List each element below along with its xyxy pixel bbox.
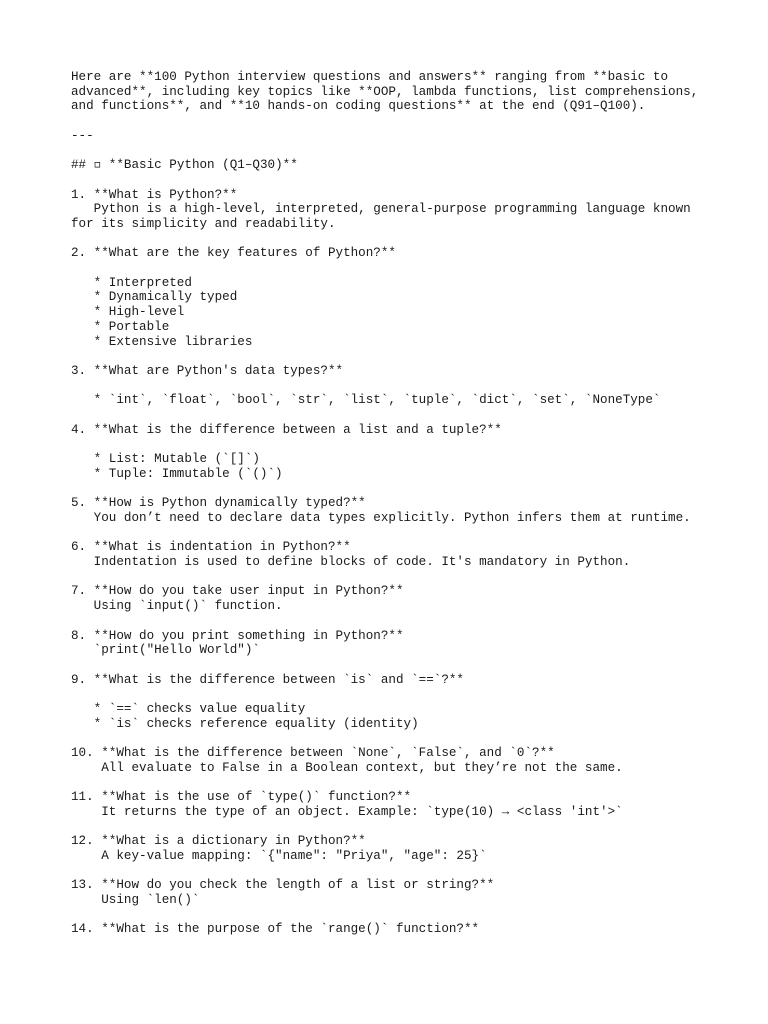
q10-answer: All evaluate to False in a Boolean context, but they’re not the same. (71, 760, 623, 775)
q5-answer: You don’t need to declare data types explicitly. Python infers them at runtime. (71, 510, 691, 525)
document-body (71, 70, 711, 937)
intro-line-1: Here are **100 Python interview questions and answers** ranging from **basic to (71, 70, 669, 84)
q9-bullet-1: * `==` checks value equality (71, 702, 306, 716)
q1-question: 1. **What is Python?** (71, 187, 238, 202)
q7-answer: Using `input()` function. (71, 599, 283, 614)
q2-bullet-2: * Dynamically typed (71, 290, 238, 305)
q3-question: 3. **What are Python's data types?** (71, 363, 344, 378)
section-heading: ## ◽ **Basic Python (Q1–Q30)** (71, 158, 298, 173)
separator: --- (71, 128, 94, 143)
q13-question: 13. **How do you check the length of a list or string?** (71, 878, 495, 893)
q8-answer: `print("Hello World")` (71, 643, 260, 658)
q13-answer: Using `len()` (71, 893, 200, 908)
q8-question: 8. **How do you print something in Python?** (71, 628, 404, 643)
q11-question: 11. **What is the use of `type()` function?** (71, 790, 412, 805)
q1-answer-line-2: for its simplicity and readability. (71, 216, 336, 231)
q11-answer: It returns the type of an object. Example: `type(10) → <class 'int'>` (71, 804, 623, 819)
q4-question: 4. **What is the difference between a list and a tuple?** (71, 422, 502, 437)
intro-line-2: advanced**, including key topics like **OOP, lambda functions, list comprehensions, (71, 84, 699, 99)
q12-answer: A key-value mapping: `{"name": "Priya", "age": 25}` (71, 848, 487, 863)
q2-bullet-5: * Extensive libraries (71, 334, 253, 349)
q10-question: 10. **What is the difference between `None`, `False`, and `0`?** (71, 746, 555, 761)
q5-question: 5. **How is Python dynamically typed?** (71, 496, 366, 511)
q2-bullet-1: * Interpreted (71, 275, 192, 290)
q9-bullet-2: * `is` checks reference equality (identity) (71, 716, 419, 731)
q7-question: 7. **How do you take user input in Python?** (71, 584, 404, 599)
q2-question: 2. **What are the key features of Python?** (71, 246, 396, 261)
q12-question: 12. **What is a dictionary in Python?** (71, 834, 366, 849)
q6-answer: Indentation is used to define blocks of code. It's mandatory in Python. (71, 555, 631, 570)
q2-bullet-4: * Portable (71, 319, 170, 334)
intro-line-3: and functions**, and **10 hands-on coding questions** at the end (Q91–Q100). (71, 99, 646, 114)
q4-bullet-2: * Tuple: Immutable (`()`) (71, 466, 283, 481)
q14-question: 14. **What is the purpose of the `range()` function?** (71, 922, 480, 937)
q2-bullet-3: * High-level (71, 305, 185, 320)
q1-answer-line-1: Python is a high-level, interpreted, general-purpose programming language known (71, 202, 691, 217)
q6-question: 6. **What is indentation in Python?** (71, 540, 351, 555)
q9-question: 9. **What is the difference between `is` and `==`?** (71, 672, 464, 687)
q4-bullet-1: * List: Mutable (`[]`) (71, 452, 260, 467)
q3-bullet-1: * `int`, `float`, `bool`, `str`, `list`, `tuple`, `dict`, `set`, `NoneType` (71, 393, 661, 408)
